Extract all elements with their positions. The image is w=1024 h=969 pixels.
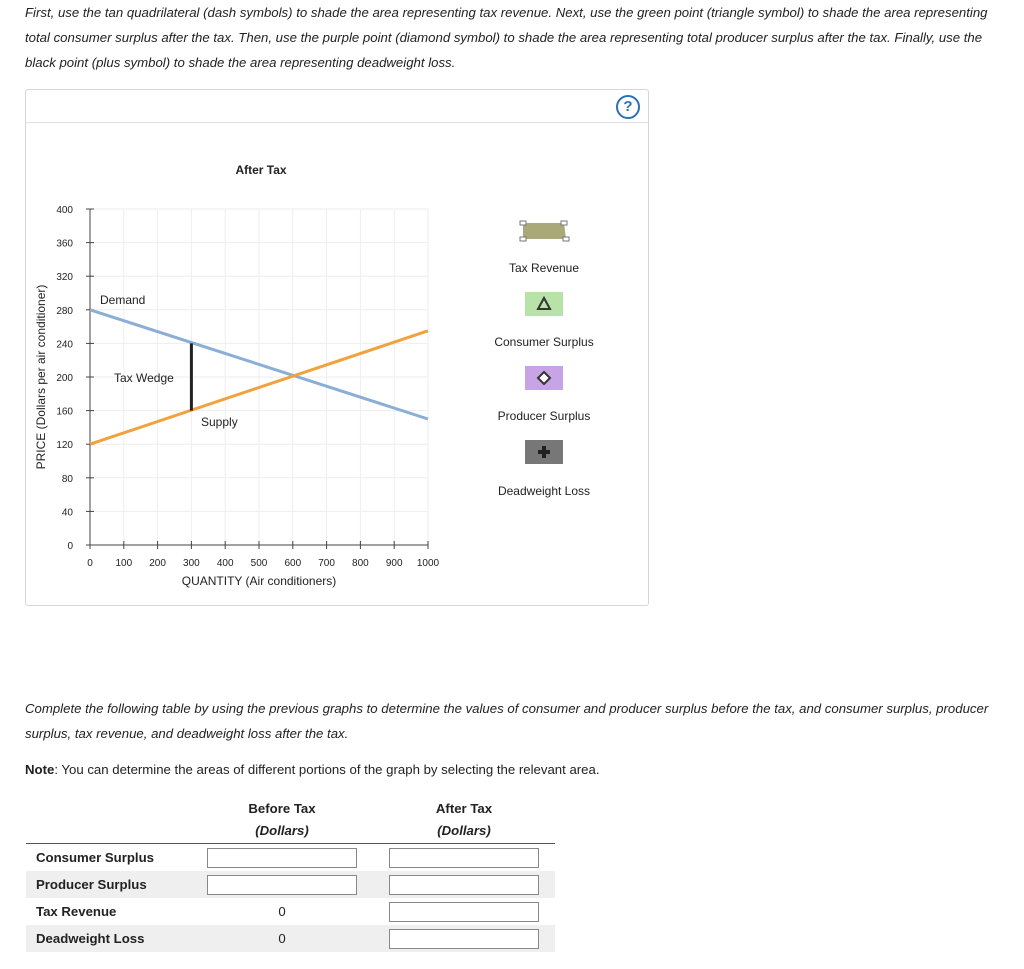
x-tick-label: 600: [284, 558, 302, 569]
note-text: [25, 762, 600, 777]
legend-consumer-surplus-label: Consumer Surplus: [494, 335, 594, 349]
before-tax-unit: (Dollars): [255, 823, 309, 838]
row-label: Consumer Surplus: [36, 850, 154, 865]
x-tick-label: 1000: [416, 558, 440, 569]
consumer-surplus-swatch: [525, 292, 563, 316]
results-table: [26, 797, 555, 952]
y-axis-label: PRICE (Dollars per air conditioner): [34, 284, 48, 470]
header-empty: [26, 797, 191, 844]
note-label: Note: [25, 762, 55, 777]
y-tick-label: 400: [56, 205, 73, 216]
x-tick-label: 300: [183, 558, 200, 569]
deadweight-loss-before-value: 0: [278, 931, 286, 946]
graph-svg: [26, 90, 648, 605]
y-tick-label: 360: [56, 238, 73, 250]
y-tick-label: 0: [67, 541, 73, 552]
dash-handle-icon: [520, 237, 526, 241]
x-tick-label: 900: [385, 558, 403, 569]
x-tick-label: 700: [318, 558, 335, 569]
supply-label: Supply: [201, 415, 238, 429]
dash-handle-icon: [520, 221, 526, 225]
help-icon[interactable]: ?: [616, 95, 640, 119]
producer-surplus-after-input[interactable]: [389, 875, 539, 895]
row-producer-surplus: [26, 871, 555, 898]
instructions-text: First, use the tan quadrilateral (dash symbols) to shade the area representing tax revenue. Next, use the green point (triangle symbol) to shade the area representing total consumer surplus after the tax. Then, use the purple point (diamond symbol) to shade the area representing total producer surplus after the tax. Finally, use the black point (plus symbol) to shade the area representing deadweight loss.: [25, 5, 988, 70]
x-tick-label: 100: [115, 558, 133, 569]
y-tick-label: 200: [56, 373, 73, 384]
x-tick-label: 0: [87, 558, 93, 569]
consumer-surplus-before-input[interactable]: [207, 848, 357, 868]
legend-tax-revenue-label: Tax Revenue: [508, 261, 580, 275]
row-label: Deadweight Loss: [26, 925, 191, 952]
row-consumer-surplus: [26, 844, 555, 872]
before-tax-label: Before Tax: [248, 801, 316, 816]
dash-handle-icon: [563, 237, 569, 241]
y-tick-label: 320: [56, 272, 73, 284]
note-body: : You can determine the areas of different portions of the graph by selecting the relevant area.: [54, 762, 600, 777]
row-label: Producer Surplus: [26, 871, 191, 898]
x-tick-label: 400: [216, 558, 234, 569]
after-tax-label: After Tax: [435, 801, 493, 816]
dash-handle-icon: [561, 221, 567, 225]
row-deadweight-loss: [26, 925, 555, 952]
y-tick-label: 40: [61, 507, 73, 519]
row-label: Tax Revenue: [36, 904, 117, 919]
graph-panel: [25, 89, 649, 606]
tax-revenue-quadrilateral-icon: [523, 223, 566, 239]
row-tax-revenue: [26, 898, 555, 925]
y-tick-label: 280: [56, 305, 73, 317]
x-axis-label: QUANTITY (Air conditioners): [181, 574, 337, 588]
header-before-tax: [191, 797, 373, 844]
y-tick-label: 80: [61, 473, 73, 485]
x-tick-label: 500: [250, 558, 268, 569]
chart-title: After Tax: [235, 163, 287, 177]
deadweight-loss-after-input[interactable]: [389, 929, 539, 949]
consumer-surplus-after-input[interactable]: [389, 848, 539, 868]
tax-wedge-label: Tax Wedge: [114, 371, 174, 385]
table-instructions: Complete the following table by using the previous graphs to determine the values of consumer and producer surplus before the tax, and consumer surplus, producer surplus, tax revenue, and deadweight loss after the tax.: [25, 701, 989, 741]
legend-deadweight-loss-label: Deadweight Loss: [497, 484, 591, 498]
x-tick-label: 800: [352, 558, 369, 569]
tax-revenue-after-input[interactable]: [389, 902, 539, 922]
y-tick-label: 160: [56, 406, 73, 418]
y-tick-label: 240: [56, 339, 73, 351]
x-tick-label: 200: [149, 558, 166, 569]
tax-revenue-before-value: 0: [278, 904, 286, 919]
table-header-row: [26, 797, 555, 844]
legend-producer-surplus-label: Producer Surplus: [497, 409, 591, 423]
producer-surplus-before-input[interactable]: [207, 875, 357, 895]
header-after-tax: [373, 797, 555, 844]
y-tick-label: 120: [56, 440, 73, 452]
after-tax-unit: (Dollars): [437, 823, 491, 838]
demand-label: Demand: [100, 293, 146, 307]
